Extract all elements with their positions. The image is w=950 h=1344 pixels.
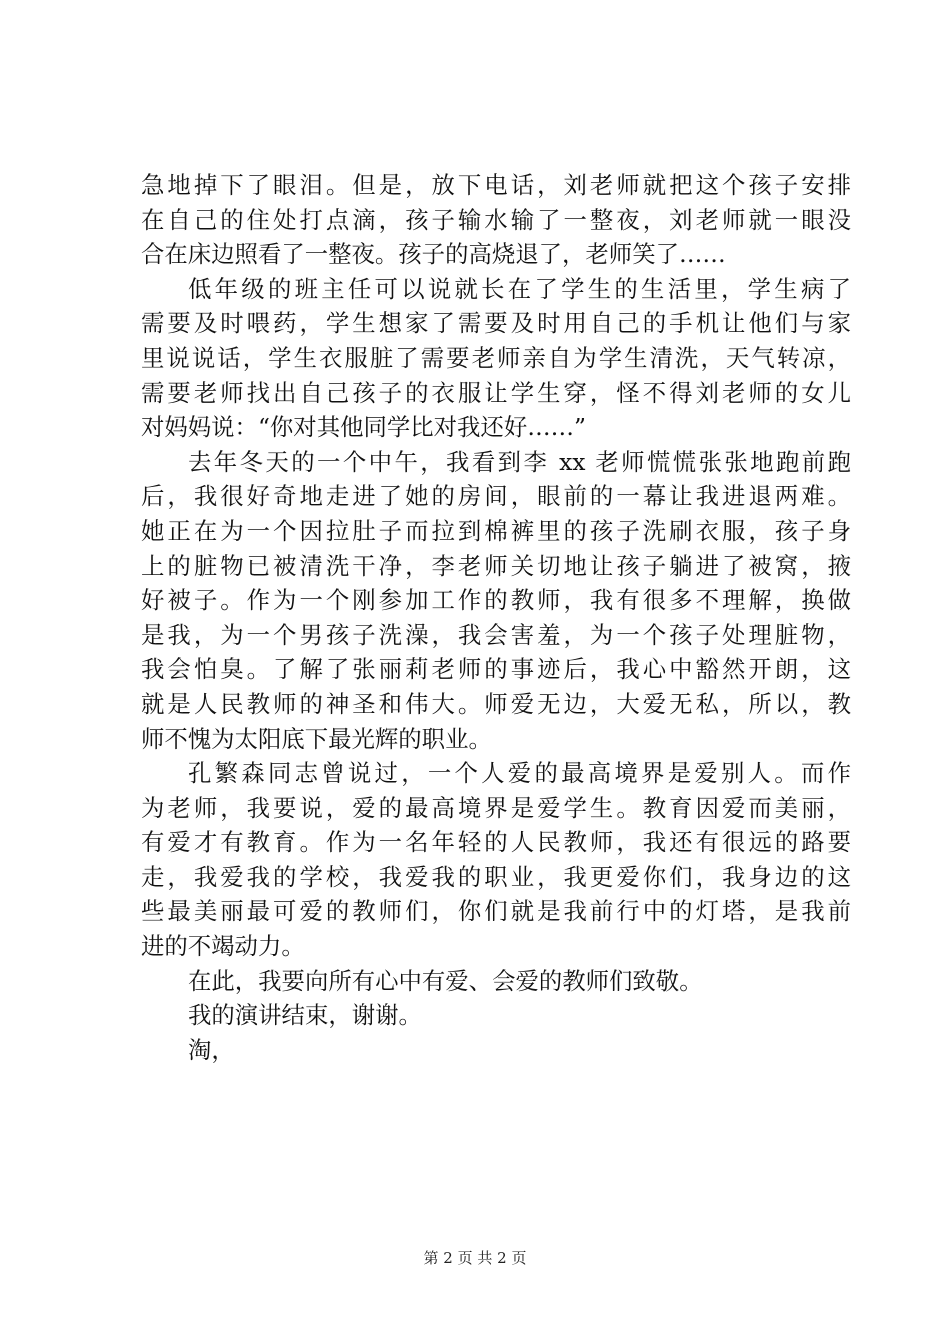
text-line: 去年冬天的一个中午，我看到李 xx 老师慌慌张张地跑前跑: [188, 447, 851, 476]
paragraph: [141, 756, 851, 964]
text-line: 是我，为一个男孩子洗澡，我会害羞，为一个孩子处理脏物，: [141, 620, 851, 649]
text-line: 我会怕臭。了解了张丽莉老师的事迹后，我心中豁然开朗，这: [141, 655, 851, 684]
text-line: 孔繁森同志曾说过，一个人爱的最高境界是爱别人。而作: [188, 759, 851, 788]
page-number-label: 第 2 页 共 2 页: [423, 1249, 527, 1267]
text-line: 师不愧为太阳底下最光辉的职业。: [141, 724, 492, 753]
text-line: 急地掉下了眼泪。但是，放下电话，刘老师就把这个孩子安排: [141, 171, 851, 199]
text-line: 她正在为一个因拉肚子而拉到棉裤里的孩子洗刷衣服，孩子身: [141, 516, 851, 545]
text-line: 在此，我要向所有心中有爱、会爱的教师们致敬。: [188, 966, 703, 995]
paragraph: [141, 445, 851, 756]
text-line: 有爱才有教育。作为一名年轻的人民教师，我还有很远的路要: [141, 828, 851, 857]
paragraph: [141, 272, 851, 445]
text-line: 为老师，我要说，爱的最高境界是爱学生。教育因爱而美丽，: [141, 793, 851, 822]
text-line: 需要老师找出自己孩子的衣服让学生穿，怪不得刘老师的女儿: [141, 378, 851, 407]
text-line: 我的演讲结束，谢谢。: [188, 1001, 422, 1030]
paragraph: [141, 998, 851, 1033]
text-line: 就是人民教师的神圣和伟大。师爱无边，大爱无私，所以，教: [141, 689, 851, 718]
text-line: 淘，: [188, 1035, 235, 1064]
text-line: 里说说话，学生衣服脏了需要老师亲自为学生清洗，天气转凉，: [141, 343, 851, 372]
text-line: 需要及时喂药，学生想家了需要及时用自己的手机让他们与家: [141, 309, 851, 338]
text-line: 些最美丽最可爱的教师们，你们就是我前行中的灯塔，是我前: [141, 897, 851, 926]
text-line: 对妈妈说：“你对其他同学比对我还好……”: [141, 413, 586, 442]
page-footer: [0, 1247, 950, 1268]
text-line: 进的不竭动力。: [141, 932, 305, 961]
text-line: 走，我爱我的学校，我爱我的职业，我更爱你们，我身边的这: [141, 862, 851, 891]
text-line: 后，我很好奇地走进了她的房间，眼前的一幕让我进退两难。: [141, 482, 851, 511]
text-line: 好被子。作为一个刚参加工作的教师，我有很多不理解，换做: [141, 586, 851, 615]
body-text: [141, 168, 851, 1067]
text-line: 上的脏物已被清洗干净，李老师关切地让孩子躺进了被窝，掖: [141, 551, 851, 580]
paragraph: [141, 964, 851, 999]
text-line: 合在床边照看了一整夜。孩子的高烧退了，老师笑了……: [141, 240, 726, 269]
paragraph: [141, 168, 851, 272]
text-line: 在自己的住处打点滴，孩子输水输了一整夜，刘老师就一眼没: [141, 205, 851, 234]
text-line: 低年级的班主任可以说就长在了学生的生活里，学生病了: [188, 274, 851, 303]
paragraph: [141, 1033, 851, 1068]
